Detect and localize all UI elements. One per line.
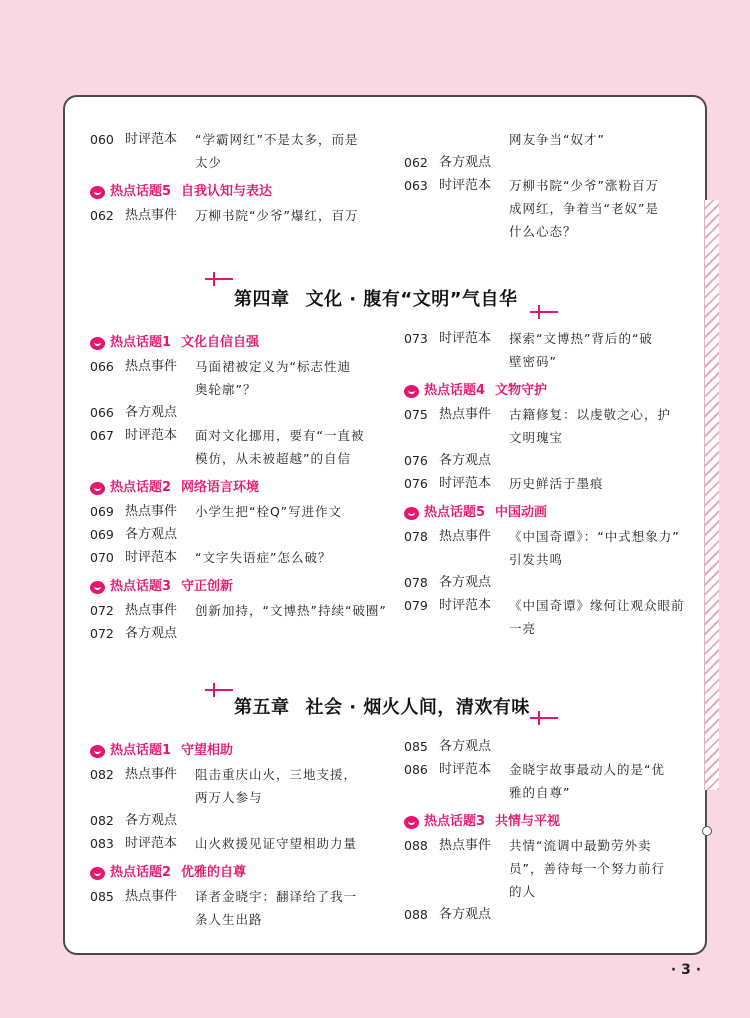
topic-heading <box>90 575 390 599</box>
toc-entry-continuation <box>404 197 704 220</box>
entry-page-number: 078 <box>404 575 428 590</box>
topic-label: 热点话题5 <box>424 505 486 520</box>
entry-category: 热点事件 <box>439 407 492 422</box>
toc-entry[interactable] <box>404 327 704 350</box>
toc-entry-continuation <box>404 880 704 903</box>
topic-label: 热点话题5 <box>110 184 172 199</box>
entry-page-number: 085 <box>90 889 114 904</box>
chapter4-number: 第四章 <box>234 289 290 310</box>
toc-entry-continuation <box>404 350 704 373</box>
entry-page-number: 073 <box>404 331 428 346</box>
topic-name: 守正创新 <box>181 579 234 594</box>
striped-decoration <box>704 200 719 790</box>
toc-entry[interactable] <box>404 735 704 758</box>
entry-page-number: 072 <box>90 603 114 618</box>
entry-page-number: 078 <box>404 529 428 544</box>
block3-right <box>404 735 704 926</box>
toc-entry[interactable] <box>404 903 704 926</box>
entry-page-number: 063 <box>404 178 428 193</box>
entry-category: 各方观点 <box>439 907 492 922</box>
entry-category: 各方观点 <box>439 453 492 468</box>
entry-page-number: 066 <box>90 405 114 420</box>
toc-entry[interactable] <box>90 355 390 378</box>
entry-title-cont: 的人 <box>509 884 537 899</box>
toc-entry[interactable] <box>404 758 704 781</box>
entry-title: 面对文化挪用，要有“一直被 <box>195 428 365 443</box>
chat-bubble-icon <box>90 337 105 350</box>
entry-category: 时评范本 <box>439 178 492 193</box>
entry-page-number: 069 <box>90 527 114 542</box>
toc-entry-continuation <box>90 786 390 809</box>
entry-title: “学霸网红”不是太多，而是 <box>195 132 359 147</box>
topic-heading <box>404 810 704 834</box>
topic-label: 热点话题2 <box>110 480 172 495</box>
entry-title <box>509 449 704 472</box>
entry-page-number: 086 <box>404 762 428 777</box>
entry-page-number: 062 <box>90 208 114 223</box>
topic-heading <box>90 861 390 885</box>
entry-page-number: 076 <box>404 453 428 468</box>
toc-entry[interactable] <box>404 571 704 594</box>
toc-entry-continuation <box>404 128 704 151</box>
chat-bubble-icon <box>90 745 105 758</box>
entry-category: 各方观点 <box>439 155 492 170</box>
topic-heading <box>404 379 704 403</box>
toc-entry[interactable] <box>90 599 390 622</box>
chat-bubble-icon <box>404 816 419 829</box>
toc-entry-continuation <box>404 220 704 243</box>
entry-title-cont: 两万人参与 <box>195 790 263 805</box>
topic-name: 自我认知与表达 <box>181 184 273 199</box>
entry-category: 热点事件 <box>125 603 178 618</box>
entry-page-number: 067 <box>90 428 114 443</box>
toc-entry[interactable] <box>404 834 704 857</box>
entry-title: 小学生把“栓Q”写进作文 <box>195 504 343 519</box>
bottom-band <box>0 960 750 1018</box>
entry-page-number: 085 <box>404 739 428 754</box>
toc-entry[interactable] <box>404 174 704 197</box>
page-number: · 3 · <box>670 962 702 978</box>
chapter5-heading <box>234 693 530 719</box>
topic-heading <box>90 739 390 763</box>
entry-category: 热点事件 <box>125 767 178 782</box>
toc-entry[interactable] <box>90 424 390 447</box>
chat-bubble-icon <box>404 507 419 520</box>
chat-bubble-icon <box>90 581 105 594</box>
chapter4-title: 文化 · 腹有“文明”气自华 <box>305 289 518 310</box>
entry-page-number: 076 <box>404 476 428 491</box>
chapter5-cross-right <box>530 711 558 725</box>
topic-label: 热点话题3 <box>110 579 172 594</box>
entry-title: 探索“文博热”背后的“破 <box>509 331 653 346</box>
toc-entry-continuation <box>404 857 704 880</box>
entry-title <box>195 523 390 546</box>
entry-category: 热点事件 <box>125 889 178 904</box>
toc-entry[interactable] <box>404 525 704 548</box>
toc-entry-continuation <box>404 781 704 804</box>
entry-title-cont: 员”，善待每一个努力前行 <box>509 861 665 876</box>
entry-category: 时评范本 <box>125 428 178 443</box>
topic-heading <box>90 180 390 204</box>
entry-category: 时评范本 <box>439 598 492 613</box>
entry-category: 时评范本 <box>439 331 492 346</box>
entry-page-number: 083 <box>90 836 114 851</box>
entry-title: 共情“流调中最勤劳外卖 <box>509 838 652 853</box>
topic-label: 热点话题1 <box>110 743 172 758</box>
toc-entry[interactable] <box>90 885 390 908</box>
toc-entry-continuation <box>404 617 704 640</box>
entry-category: 各方观点 <box>125 405 178 420</box>
topic-label: 热点话题3 <box>424 814 486 829</box>
entry-page-number: 072 <box>90 626 114 641</box>
toc-entry[interactable] <box>90 832 390 855</box>
topic-name: 守望相助 <box>181 743 234 758</box>
topic-heading <box>404 501 704 525</box>
entry-page-number: 088 <box>404 907 428 922</box>
toc-entry[interactable] <box>90 500 390 523</box>
entry-category: 热点事件 <box>125 359 178 374</box>
entry-title: 历史鲜活于墨痕 <box>509 476 604 491</box>
block1-left <box>90 128 390 227</box>
entry-category: 热点事件 <box>439 838 492 853</box>
entry-page-number: 075 <box>404 407 428 422</box>
topic-label: 热点话题2 <box>110 865 172 880</box>
block2-left <box>90 325 390 645</box>
entry-title <box>509 151 704 174</box>
chapter5-title: 社会 · 烟火人间，清欢有味 <box>305 697 530 718</box>
entry-page-number: 082 <box>90 767 114 782</box>
entry-category: 各方观点 <box>439 575 492 590</box>
entry-title: “文字失语症”怎么破？ <box>195 550 332 565</box>
topic-heading <box>90 476 390 500</box>
topic-label: 热点话题1 <box>110 335 172 350</box>
entry-title-cont: 奥轮廓”？ <box>195 382 257 397</box>
entry-category: 时评范本 <box>125 550 178 565</box>
toc-entry[interactable] <box>90 523 390 546</box>
toc-entry-continuation <box>404 426 704 449</box>
entry-title-cont: 壁密码” <box>509 354 557 369</box>
entry-category: 各方观点 <box>125 626 178 641</box>
toc-entry[interactable] <box>90 128 390 151</box>
toc-entry[interactable] <box>404 151 704 174</box>
chat-bubble-icon <box>404 385 419 398</box>
chapter4-heading <box>234 285 518 311</box>
entry-title-cont: 太少 <box>195 155 223 170</box>
toc-entry[interactable] <box>90 622 390 645</box>
entry-title <box>509 903 704 926</box>
entry-category: 热点事件 <box>439 529 492 544</box>
chapter4-cross-right <box>530 305 558 319</box>
toc-entry-continuation <box>404 548 704 571</box>
toc-entry-continuation <box>90 378 390 401</box>
entry-title: 阻击重庆山火，三地支援， <box>195 767 358 782</box>
topic-name: 网络语言环境 <box>181 480 260 495</box>
entry-title-cont: 引发共鸣 <box>509 552 564 567</box>
block2-right <box>404 327 704 640</box>
topic-name: 优雅的自尊 <box>181 865 247 880</box>
toc-entry[interactable] <box>90 809 390 832</box>
entry-page-number: 062 <box>404 155 428 170</box>
decoration-line <box>706 790 707 828</box>
chapter5-cross-left <box>205 683 233 697</box>
entry-title: 《中国奇谭》缘何让观众眼前 <box>509 598 685 613</box>
toc-entry[interactable] <box>90 546 390 569</box>
entry-title <box>195 622 390 645</box>
entry-title: 古籍修复：以虔敬之心，护 <box>509 407 672 422</box>
entry-title: 译者金晓宇：翻译给了我一 <box>195 889 358 904</box>
entry-category: 热点事件 <box>125 208 178 223</box>
topic-name: 共情与平视 <box>495 814 561 829</box>
entry-title-cont: 什么心态？ <box>509 224 577 239</box>
block1-right <box>404 128 704 243</box>
entry-category: 时评范本 <box>125 836 178 851</box>
entry-title-cont: 模仿，从未被超越”的自信 <box>195 451 351 466</box>
topic-name: 文物守护 <box>495 383 548 398</box>
chapter5-number: 第五章 <box>234 697 290 718</box>
entry-title: 山火救援见证守望相助力量 <box>195 836 358 851</box>
entry-title-cont: 文明瑰宝 <box>509 430 564 445</box>
entry-title: 《中国奇谭》：“中式想象力” <box>509 529 680 544</box>
entry-title-cont: 一亮 <box>509 621 537 636</box>
entry-page-number: 066 <box>90 359 114 374</box>
entry-title <box>509 735 704 758</box>
chat-bubble-icon <box>90 186 105 199</box>
chapter4-cross-left <box>205 272 233 286</box>
toc-entry[interactable] <box>90 401 390 424</box>
entry-title <box>195 401 390 424</box>
entry-title: 金晓宇故事最动人的是“优 <box>509 762 665 777</box>
entry-title <box>195 809 390 832</box>
entry-page-number: 079 <box>404 598 428 613</box>
topic-name: 中国动画 <box>495 505 548 520</box>
entry-page-number: 088 <box>404 838 428 853</box>
topic-heading <box>90 331 390 355</box>
entry-title: 万柳书院“少爷”涨粉百万 <box>509 178 659 193</box>
toc-entry-continuation <box>90 908 390 931</box>
toc-entry[interactable] <box>90 763 390 786</box>
entry-title: 万柳书院“少爷”爆红，百万 <box>195 208 359 223</box>
block3-left <box>90 733 390 931</box>
entry-category: 各方观点 <box>125 527 178 542</box>
toc-entry[interactable] <box>404 594 704 617</box>
entry-title-cont: 雅的自尊” <box>509 785 571 800</box>
entry-title: 创新加持，“文博热”持续“破圈” <box>195 603 387 618</box>
chat-bubble-icon <box>90 867 105 880</box>
entry-category: 时评范本 <box>439 762 492 777</box>
toc-entry-continuation <box>90 447 390 470</box>
toc-entry[interactable] <box>90 204 390 227</box>
entry-page-number: 060 <box>90 132 114 147</box>
entry-title-cont: 成网红，争着当“老奴”是 <box>509 201 659 216</box>
entry-category: 热点事件 <box>125 504 178 519</box>
toc-entry-continuation <box>90 151 390 174</box>
toc-entry[interactable] <box>404 449 704 472</box>
entry-category: 各方观点 <box>125 813 178 828</box>
toc-entry[interactable] <box>404 472 704 495</box>
toc-entry[interactable] <box>404 403 704 426</box>
chat-bubble-icon <box>90 482 105 495</box>
topic-label: 热点话题4 <box>424 383 486 398</box>
entry-category: 各方观点 <box>439 739 492 754</box>
entry-title-cont: 条人生出路 <box>195 912 263 927</box>
entry-title <box>509 571 704 594</box>
entry-page-number: 069 <box>90 504 114 519</box>
topic-name: 文化自信自强 <box>181 335 260 350</box>
entry-page-number: 082 <box>90 813 114 828</box>
entry-category: 时评范本 <box>439 476 492 491</box>
entry-page-number: 070 <box>90 550 114 565</box>
entry-title: 马面裙被定义为“标志性迪 <box>195 359 351 374</box>
entry-title-cont: 网友争当“奴才” <box>509 132 605 147</box>
entry-category: 时评范本 <box>125 132 178 147</box>
